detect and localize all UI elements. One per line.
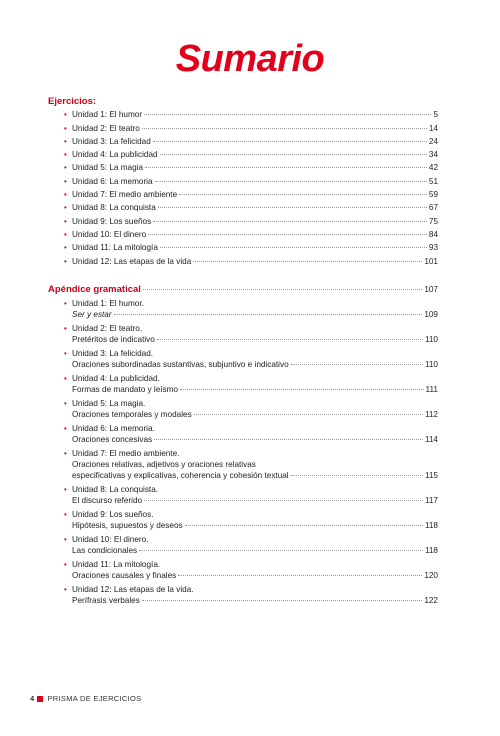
bullet-icon: • xyxy=(64,163,67,173)
page-footer xyxy=(30,694,141,703)
dot-leader xyxy=(114,314,423,315)
page-number: 110 xyxy=(424,335,438,344)
section-heading-apendice xyxy=(48,284,438,295)
bullet-icon: • xyxy=(64,560,67,569)
entry-label: Hipótesis, supuestos y deseos xyxy=(72,521,183,530)
entry-label: Unidad 11: La mitología xyxy=(72,243,158,253)
toc-entry xyxy=(48,123,438,134)
dot-leader xyxy=(291,475,423,476)
toc-entry xyxy=(48,176,438,187)
page-number: 14 xyxy=(428,123,438,133)
page-number: 42 xyxy=(428,163,438,173)
entry-label: Unidad 7: El medio ambiente. xyxy=(72,449,180,458)
bullet-icon: • xyxy=(64,535,67,544)
entry-label: Unidad 3: La felicidad. xyxy=(72,349,154,358)
dot-leader xyxy=(155,181,427,182)
toc-entry xyxy=(48,256,438,267)
entry-label: Oraciones subordinadas sustantivas, subjuntivo e indicativo xyxy=(72,360,289,369)
page-number: 118 xyxy=(424,521,438,530)
entry-label: Oraciones relativas, adjetivos y oraciones relativas xyxy=(72,460,256,469)
toc-entry xyxy=(48,136,438,147)
page-number: 112 xyxy=(424,410,438,419)
entry-label: Unidad 9: Los sueños. xyxy=(72,510,154,519)
toc-entry xyxy=(48,149,438,160)
toc-entry xyxy=(48,559,438,581)
dot-leader xyxy=(144,114,431,115)
toc-entry xyxy=(48,584,438,606)
dot-leader xyxy=(154,439,423,440)
toc-entry xyxy=(48,484,438,506)
page-number: 111 xyxy=(425,385,438,394)
dot-leader xyxy=(148,234,427,235)
page-number: 5 xyxy=(433,110,438,120)
entry-label: Unidad 2: El teatro xyxy=(72,123,140,133)
entry-label: Unidad 8: La conquista. xyxy=(72,485,159,494)
bullet-icon: • xyxy=(64,485,67,494)
dot-leader xyxy=(142,600,423,601)
page-number: 110 xyxy=(424,360,438,369)
bullet-icon: • xyxy=(64,150,67,160)
bullet-icon: • xyxy=(64,449,67,458)
dot-leader xyxy=(153,141,427,142)
toc-entry xyxy=(48,448,438,481)
page-number: 24 xyxy=(428,136,438,146)
page-number: 59 xyxy=(428,190,438,200)
bullet-icon: • xyxy=(64,424,67,433)
toc-entry xyxy=(48,202,438,213)
entry-label: Unidad 6: La memoria. xyxy=(72,424,155,433)
toc-entry xyxy=(48,509,438,531)
page-number: 117 xyxy=(424,496,438,505)
page-number: 109 xyxy=(424,310,438,319)
bullet-icon: • xyxy=(64,243,67,253)
entry-label: Unidad 4: La publicidad. xyxy=(72,374,160,383)
entry-label: Unidad 7: El medio ambiente xyxy=(72,190,178,200)
page-number: 115 xyxy=(424,471,438,480)
entry-label: Perífrasis verbales xyxy=(72,596,140,605)
bullet-icon: • xyxy=(64,374,67,383)
page-number: 120 xyxy=(424,571,438,580)
toc-entry xyxy=(48,162,438,173)
entry-label: Unidad 11: La mitología. xyxy=(72,560,161,569)
bullet-icon: • xyxy=(64,229,67,239)
dot-leader xyxy=(185,525,423,526)
bullet-icon: • xyxy=(64,176,67,186)
dot-leader xyxy=(291,364,423,365)
dot-leader xyxy=(180,389,424,390)
toc-entry xyxy=(48,109,438,120)
entry-label: Unidad 2: El teatro. xyxy=(72,324,143,333)
dot-leader xyxy=(144,500,423,501)
dot-leader xyxy=(142,128,427,129)
entry-label: Unidad 5: La magia. xyxy=(72,399,146,408)
footer-page-number: 4 xyxy=(30,694,35,703)
entry-label: Ser y estar xyxy=(72,310,112,319)
toc-entry xyxy=(48,229,438,240)
entry-label: Unidad 6: La memoria xyxy=(72,176,153,186)
toc-ejercicios xyxy=(48,96,438,267)
dot-leader xyxy=(160,154,427,155)
page-number: 67 xyxy=(428,203,438,213)
bullet-icon: • xyxy=(64,299,67,308)
toc-entry xyxy=(48,323,438,345)
toc-entry xyxy=(48,216,438,227)
page-number: 84 xyxy=(428,229,438,239)
page-number: 107 xyxy=(424,285,438,294)
red-square-icon xyxy=(37,696,43,702)
entry-label: Pretéritos de indicativo xyxy=(72,335,155,344)
entry-label: Oraciones concesivas xyxy=(72,435,153,444)
bullet-icon: • xyxy=(64,203,67,213)
dot-leader xyxy=(157,339,423,340)
entry-label: Unidad 1: El humor xyxy=(72,110,143,120)
entry-label: Unidad 12: Las etapas de la vida xyxy=(72,256,192,266)
dot-leader xyxy=(153,221,427,222)
entry-label: Unidad 1: El humor. xyxy=(72,299,144,308)
toc-entry xyxy=(48,242,438,253)
page-number: 75 xyxy=(428,216,438,226)
bullet-icon: • xyxy=(64,256,67,266)
page-number: 51 xyxy=(428,176,438,186)
toc-entry xyxy=(48,348,438,370)
ejercicios-list xyxy=(48,109,438,266)
entry-label: Formas de mandato y leísmo xyxy=(72,385,179,394)
entry-label: Unidad 8: La conquista xyxy=(72,203,156,213)
bullet-icon: • xyxy=(64,349,67,358)
toc-entry xyxy=(48,534,438,556)
dot-leader xyxy=(178,575,422,576)
section-heading-label: Apéndice gramatical xyxy=(48,284,141,295)
dot-leader xyxy=(139,550,423,551)
toc-entry xyxy=(48,189,438,200)
bullet-icon: • xyxy=(64,585,67,594)
page-number: 101 xyxy=(424,256,438,266)
section-heading-ejercicios xyxy=(48,96,438,107)
footer-text: PRISMA DE EJERCICIOS xyxy=(47,694,142,703)
bullet-icon: • xyxy=(64,216,67,226)
entry-label: Unidad 10: El dinero. xyxy=(72,535,149,544)
dot-leader xyxy=(143,289,422,290)
entry-label: Unidad 3: La felicidad xyxy=(72,136,151,146)
page-number: 93 xyxy=(428,243,438,253)
entry-label: Las condicionales xyxy=(72,546,138,555)
dot-leader xyxy=(158,207,427,208)
dot-leader xyxy=(160,247,427,248)
entry-label: Unidad 5: La magia xyxy=(72,163,144,173)
page-title: Sumario xyxy=(175,38,325,80)
page-number: 34 xyxy=(428,150,438,160)
toc-apendice xyxy=(48,284,438,606)
entry-label: El discurso referido xyxy=(72,496,143,505)
entry-label: Unidad 10: El dinero xyxy=(72,229,147,239)
entry-label: Unidad 9: Los sueños xyxy=(72,216,152,226)
bullet-icon: • xyxy=(64,110,67,120)
section-heading-label: Ejercicios: xyxy=(48,96,97,107)
bullet-icon: • xyxy=(64,399,67,408)
toc-entry xyxy=(48,398,438,420)
apendice-list xyxy=(48,298,438,606)
entry-label: Unidad 4: La publicidad xyxy=(72,150,158,160)
entry-label: Unidad 12: Las etapas de la vida. xyxy=(72,585,194,594)
entry-label: especificativas y explicativas, coherencia y cohesión textual xyxy=(72,471,289,480)
toc-entry xyxy=(48,373,438,395)
dot-leader xyxy=(193,261,422,262)
toc-entry xyxy=(48,423,438,445)
entry-label: Oraciones causales y finales xyxy=(72,571,177,580)
bullet-icon: • xyxy=(64,136,67,146)
dot-leader xyxy=(145,167,427,168)
toc-entry xyxy=(48,298,438,320)
bullet-icon: • xyxy=(64,190,67,200)
dot-leader xyxy=(179,194,427,195)
page-number: 118 xyxy=(424,546,438,555)
bullet-icon: • xyxy=(64,510,67,519)
dot-leader xyxy=(194,414,423,415)
page-number: 114 xyxy=(424,435,438,444)
page-number: 122 xyxy=(424,596,438,605)
bullet-icon: • xyxy=(64,324,67,333)
bullet-icon: • xyxy=(64,123,67,133)
entry-label: Oraciones temporales y modales xyxy=(72,410,192,419)
